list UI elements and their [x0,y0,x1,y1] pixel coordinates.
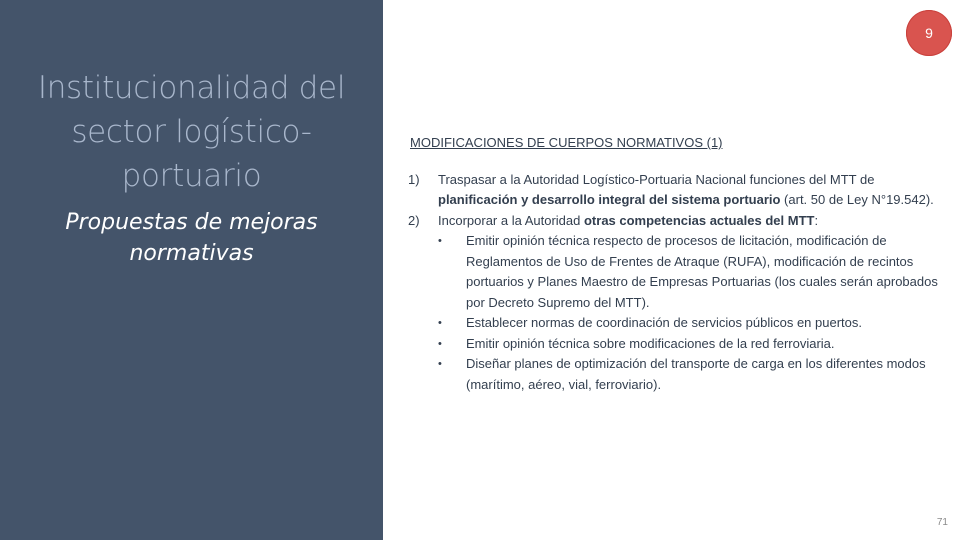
item-number: 1) [408,171,420,187]
item-text: Traspasar a la Autoridad Logístico-Portuaria Nacional funciones del MTT de [438,171,875,187]
list-item [438,354,938,395]
bullet-icon: • [438,337,442,350]
slide-subtitle: Propuestas de mejoras normativas [65,210,318,266]
left-panel [0,0,383,540]
bullet-icon: • [438,317,442,329]
slide-number-badge: 9 [906,10,952,56]
list-item [438,313,938,334]
list-item [438,334,938,355]
slide-title: Institucionalidad del sector logístico-portuario [37,70,346,194]
bullet-icon: • [438,235,442,247]
bullet-list [438,231,938,395]
bullet-icon: • [438,358,442,370]
bullet-text: Diseñar planes de optimización del transporte de carga en los diferentes modos (marítimo, aéreo, vial, ferroviario). [466,356,926,392]
item-text: Incorporar a la Autoridad [438,212,584,228]
page-number: 71 [936,517,948,528]
numbered-item-2 [408,211,938,396]
content-area [408,133,938,395]
section-heading: MODIFICACIONES DE CUERPOS NORMATIVOS (1) [410,135,723,150]
item-text: (art. 50 de Ley N°19.542). [780,192,934,207]
item-number: 2) [408,212,420,228]
bullet-text: Emitir opinión técnica sobre modificaciones de la red ferroviaria. [466,335,835,351]
item-text-bold: otras competencias actuales del MTT [583,212,815,228]
bullet-text: Establecer normas de coordinación de servicios públicos en puertos. [466,315,862,330]
bullet-text: Emitir opinión técnica respecto de procesos de licitación, modificación de Reglamentos de Uso de Frentes de Atraque (RUFA), modificación de recintos portuarios y Planes Maestro de Empresas Portuarias (los cuales serán aprobados por Decreto Supremo del MTT). [466,233,938,310]
list-item [438,231,938,313]
item-text-bold: planificación y desarrollo integral del sistema portuario [438,192,781,207]
item-text: : [814,212,819,228]
numbered-item-1 [408,170,938,211]
